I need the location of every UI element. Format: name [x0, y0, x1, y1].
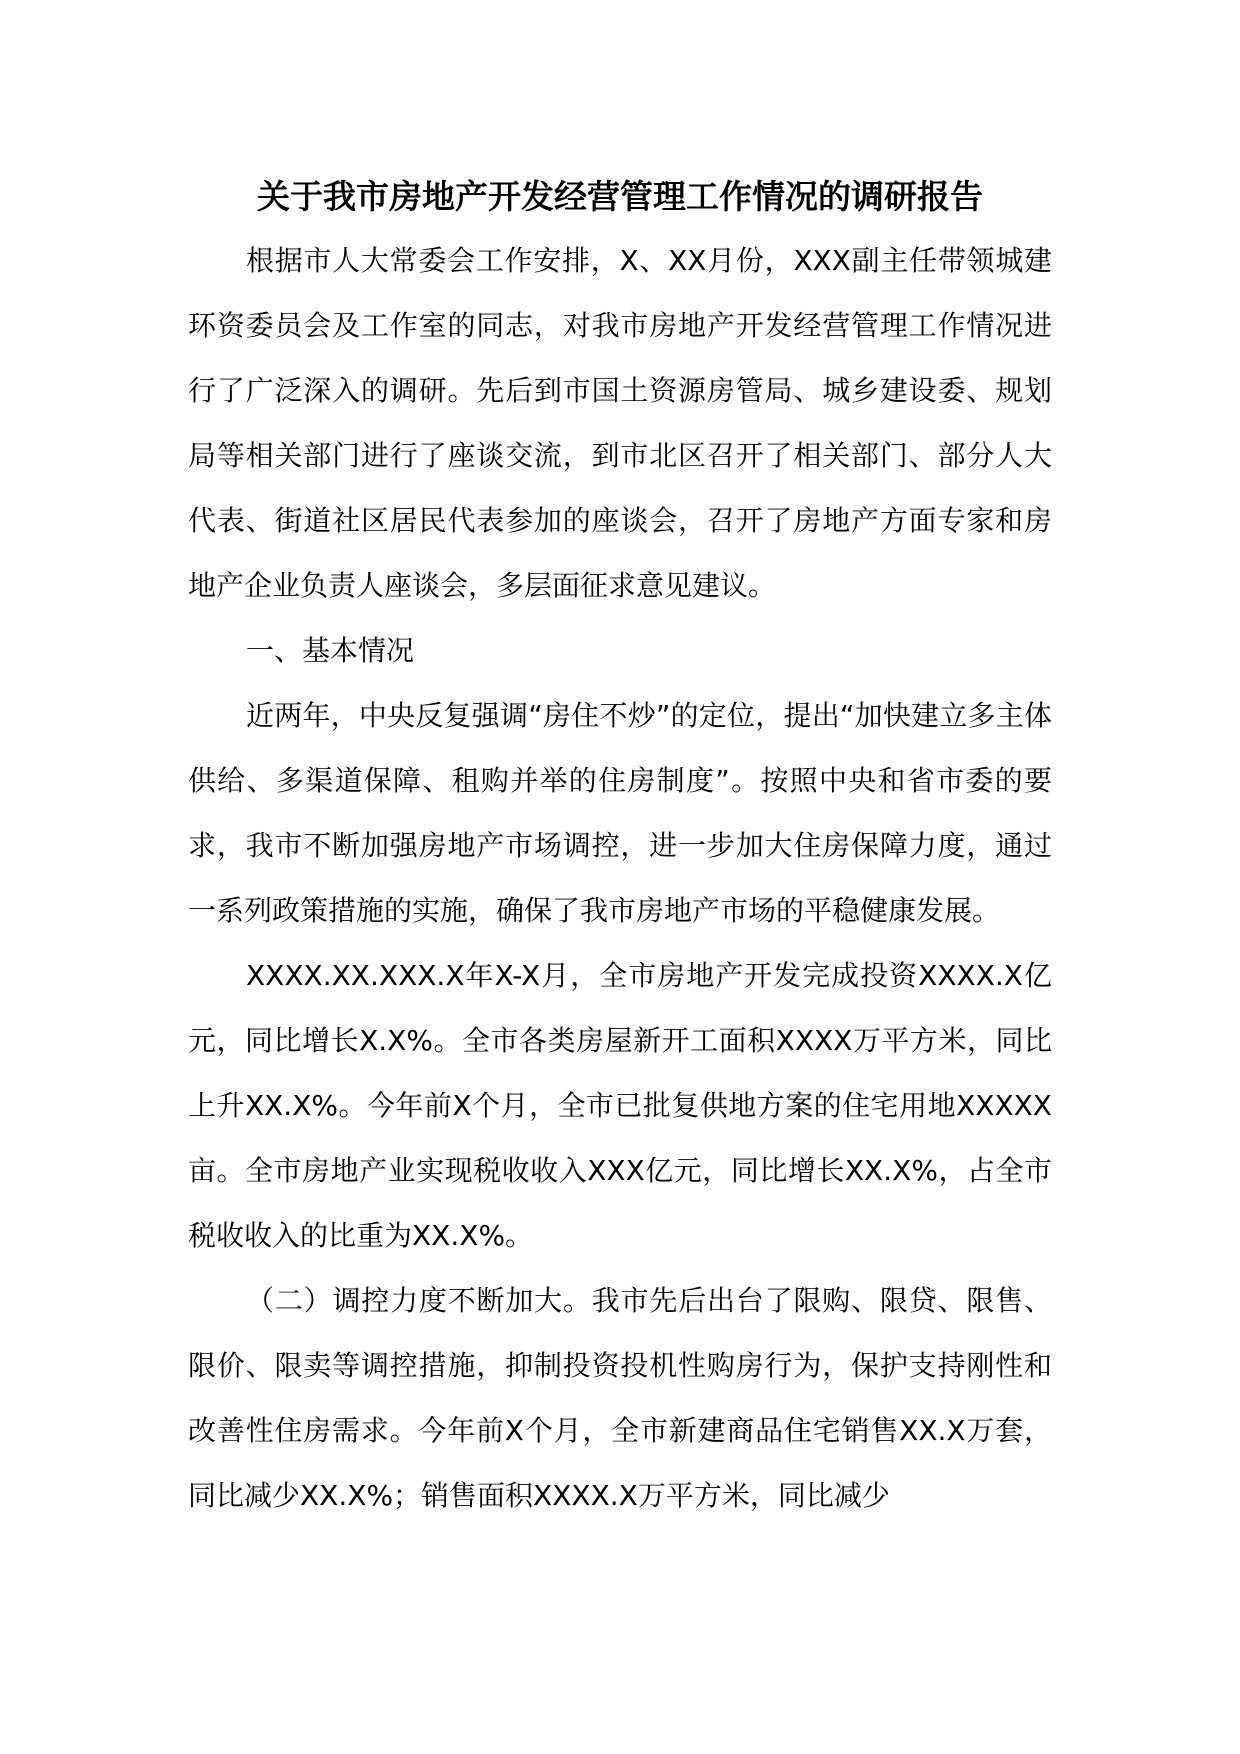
paragraph-statistics: XXXX.XX.XXX.X年X-X月，全市房地产开发完成投资XXXX.X亿元，同比增长X.X%。全市各类房屋新开工面积XXXX万平方米，同比上升XX.X%。今年前X个月，全市已批复供地方案的住宅用地XXXXX亩。全市房地产业实现税收收入XXX亿元，同比增长XX.X%，占全市税收收入的比重为XX.X%。 [188, 959, 1052, 1252]
document-page [188, 176, 1052, 1528]
document-title: 关于我市房地产开发经营管理工作情况的调研报告 [257, 177, 983, 216]
document-body [188, 228, 1052, 1528]
paragraph-intro: 根据市人大常委会工作安排，X、XX月份，XXX副主任带领城建环资委员会及工作室的同志，对我市房地产开发经营管理工作情况进行了广泛深入的调研。先后到市国土资源房管局、城乡建设委、规划局等相关部门进行了座谈交流，到市北区召开了相关部门、部分人大代表、街道社区居民代表参加的座谈会，召开了房地产方面专家和房地产企业负责人座谈会，多层面征求意见建议。 [188, 244, 1052, 602]
paragraph-regulation: （二）调控力度不断加大。我市先后出台了限购、限贷、限售、限价、限卖等调控措施，抑制投资投机性购房行为，保护支持刚性和改善性住房需求。今年前X个月，全市新建商品住宅销售XX.X万套，同比减少XX.X%；销售面积XXXX.X万平方米，同比减少 [188, 1284, 1052, 1512]
section-heading-basic-situation: 一、基本情况 [246, 634, 415, 667]
paragraph-policy: 近两年，中央反复强调“房住不炒”的定位，提出“加快建立多主体供给、多渠道保障、租购并举的住房制度”。按照中央和省市委的要求，我市不断加强房地产市场调控，进一步加大住房保障力度，通过一系列政策措施的实施，确保了我市房地产市场的平稳健康发展。 [188, 699, 1052, 927]
